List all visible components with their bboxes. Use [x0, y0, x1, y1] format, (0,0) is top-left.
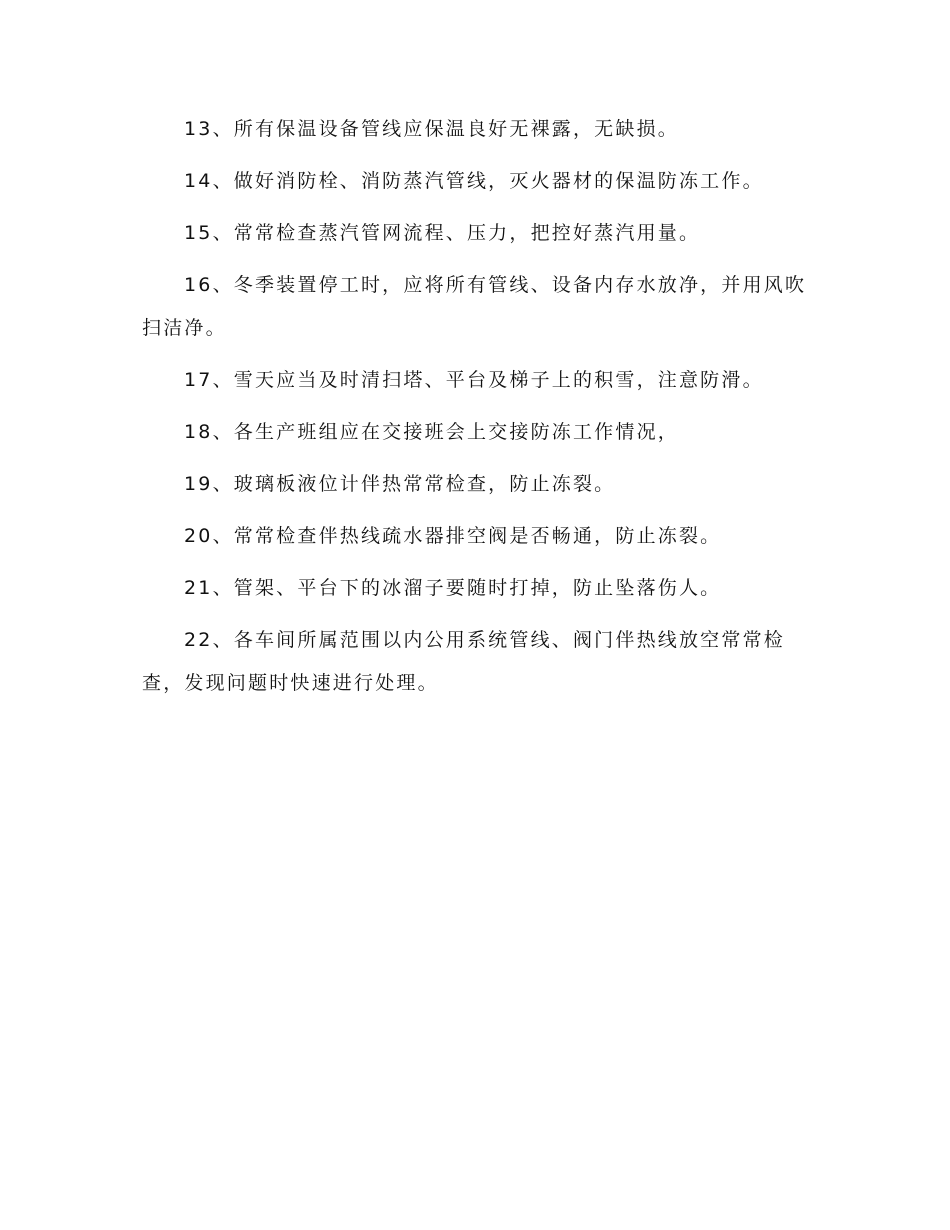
paragraph-item-17: 17、雪天应当及时清扫塔、平台及梯子上的积雪，注意防滑。	[184, 369, 764, 391]
paragraph-item-19: 19、玻璃板液位计伴热常常检查，防止冻裂。	[184, 473, 616, 495]
paragraph-item-21: 21、管架、平台下的冰溜子要随时打掉，防止坠落伤人。	[184, 577, 722, 599]
paragraph-item-16: 16、冬季装置停工时，应将所有管线、设备内存水放净，并用风吹扫洁净。	[142, 274, 807, 339]
paragraph-item-15: 15、常常检查蒸汽管网流程、压力，把控好蒸汽用量。	[184, 222, 701, 244]
paragraph-item-18: 18、各生产班组应在交接班会上交接防冻工作情况，	[184, 421, 679, 443]
paragraph-item-13: 13、所有保温设备管线应保温良好无裸露，无缺损。	[184, 118, 679, 140]
paragraph-item-14: 14、做好消防栓、消防蒸汽管线，灭火器材的保温防冻工作。	[184, 170, 764, 192]
paragraph-item-22: 22、各车间所属范围以内公用系统管线、阀门伴热线放空常常检查，发现问题时快速进行处理。	[142, 629, 785, 694]
paragraph-item-20: 20、常常检查伴热线疏水器排空阀是否畅通，防止冻裂。	[184, 525, 722, 547]
document-body	[142, 108, 808, 714]
